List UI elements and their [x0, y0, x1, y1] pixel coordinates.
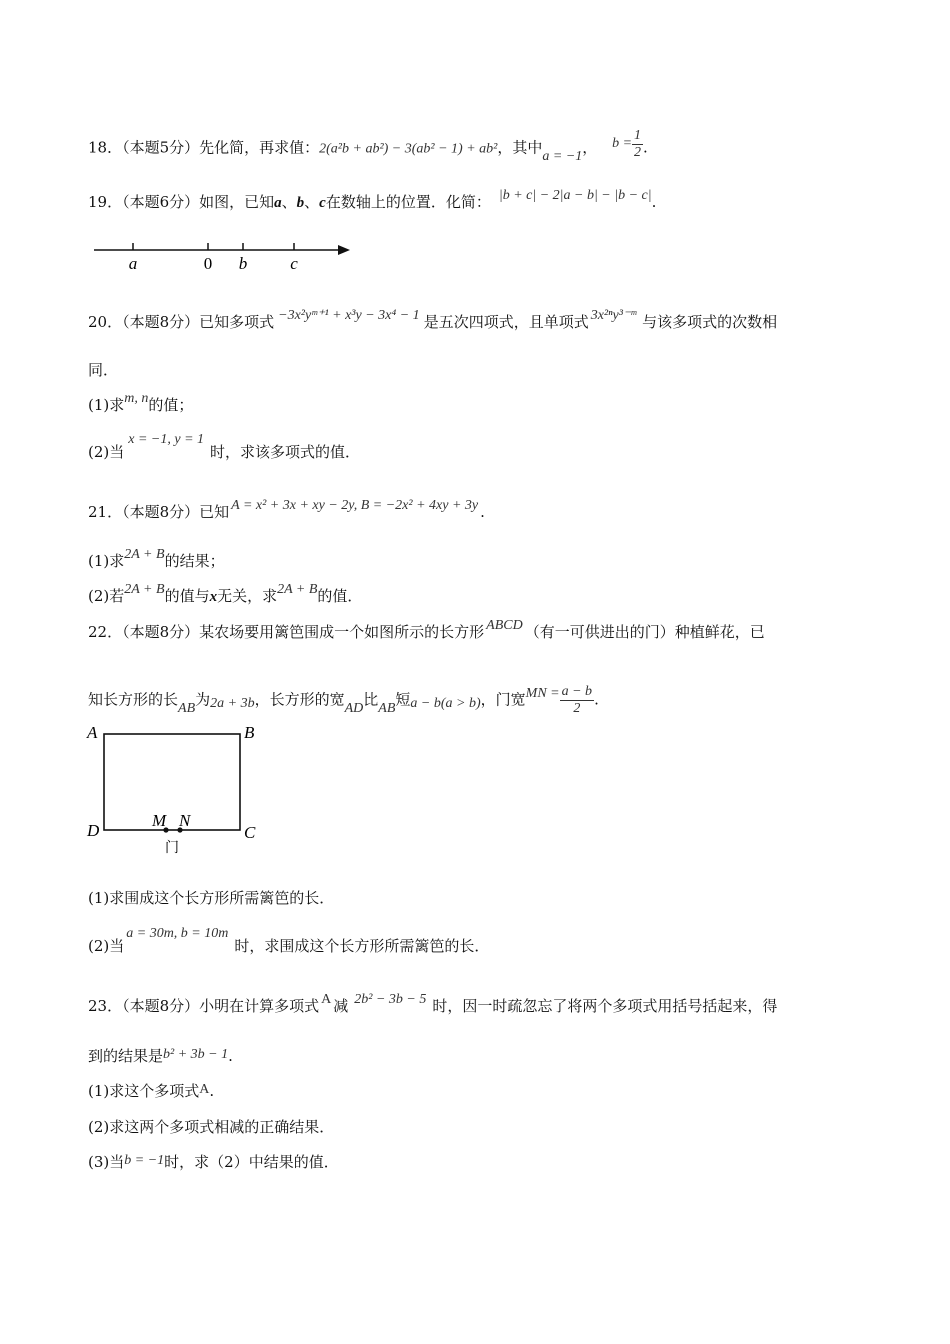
q18-b-fraction — [632, 128, 643, 161]
q21-p1-pre: (1)求 — [88, 552, 125, 570]
q22-l2-b: 为 — [195, 690, 211, 709]
q21-end: . — [480, 503, 485, 521]
q21-p1-expr: 2A + B — [124, 547, 165, 562]
q21-p2-x: x — [209, 589, 218, 605]
q23-tail: 时，因一时疏忽忘了将两个多项式用括号括起来，得 — [432, 997, 778, 1015]
q18-b-den: 2 — [634, 145, 642, 160]
question-23 — [88, 992, 778, 1018]
q21-definition: A = x² + 3x + xy − 2y, B = −2x² + 4xy + 3y — [231, 498, 479, 513]
q22-p2-post: 时，求围成这个长方形所需篱笆的长． — [234, 937, 490, 955]
q21-p2-mid1: 的值与 — [164, 587, 210, 605]
q18-b-num: 1 — [634, 128, 642, 143]
q22-length: 2a + 3b — [210, 695, 255, 711]
q22-prefix: 22．（本题8分）某农场要用篱笆围成一个如图所示的长方形 — [88, 623, 485, 641]
q22-l2-f: ，门宽 — [480, 690, 526, 709]
q21-prefix: 21．（本题8分）已知 — [88, 503, 230, 521]
q23-part2: (2)求这两个多项式相减的正确结果． — [88, 1118, 335, 1136]
label-0: 0 — [203, 254, 213, 273]
q20-p2-pre: (2)当 — [88, 443, 125, 461]
q20-p2-post: 时，求该多项式的值． — [210, 443, 361, 461]
q22-ab1: AB — [178, 700, 196, 716]
q23-result: b² + 3b − 1 — [163, 1047, 229, 1062]
q20-line2: 同． — [88, 361, 119, 379]
rectangle-abcd — [104, 734, 240, 830]
q23-p1-pre: (1)求这个多项式 — [88, 1082, 200, 1100]
rectangle-figure — [84, 722, 274, 862]
q21-part2 — [88, 582, 363, 608]
q19-expression: |b + c| − 2|a − b| − |b − c| — [498, 188, 652, 203]
label-M: M — [152, 811, 167, 830]
q18-prefix: 18．（本题5分）先化简，再求值： — [88, 138, 320, 157]
q18-end: . — [643, 138, 648, 157]
q18-expression: 2(a²b + ab²) − 3(ab² − 1) + ab² — [319, 141, 498, 157]
q22-p2-pre: (2)当 — [88, 937, 125, 955]
q22-l2-a: 知长方形的长 — [88, 690, 179, 709]
q23-p1-end: . — [209, 1082, 215, 1100]
q22-p2-cond: a = 30m, b = 10m — [126, 926, 229, 941]
q20-p1-vars: m, n — [124, 391, 149, 406]
q23-A: A — [321, 992, 332, 1007]
q22-mn-num: a − b — [561, 684, 593, 699]
q23-p3-cond: b = −1 — [124, 1153, 165, 1168]
q23-p3-post: 时，求（2）中结果的值． — [164, 1153, 339, 1171]
question-22 — [88, 618, 765, 644]
q22-l2-c: ，长方形的宽 — [254, 690, 345, 709]
question-21 — [88, 498, 485, 524]
q23-p1-A: A — [199, 1082, 210, 1097]
q19-sep1: 、 — [281, 193, 297, 211]
q22-part2 — [88, 926, 490, 958]
q23-prefix: 23．（本题8分）小明在计算多项式 — [88, 997, 320, 1015]
q19-var-b: b — [296, 195, 305, 211]
q20-part2 — [88, 432, 361, 464]
q22-tail: （有一可供进出的门）种植鲜花，已 — [524, 623, 765, 641]
q22-mn-den: 2 — [573, 701, 581, 716]
q18-mid: ，其中 — [497, 138, 543, 157]
q21-part1 — [88, 547, 225, 573]
number-line-arrow — [338, 245, 350, 255]
label-a: a — [128, 254, 138, 273]
q19-prefix: 19．（本题6分）如图，已知 — [88, 193, 275, 211]
q19-var-c: c — [319, 195, 326, 211]
q20-tail: 与该多项式的次数相 — [642, 313, 778, 331]
question-19 — [88, 188, 657, 214]
q20-monomial: 3x²ⁿy³⁻ᵐ — [590, 308, 637, 323]
label-door: 门 — [165, 840, 179, 856]
q20-p1-pre: (1)求 — [88, 396, 125, 414]
number-line — [88, 236, 368, 276]
q23-polynomial: 2b² − 3b − 5 — [354, 992, 427, 1007]
q19-end: . — [651, 193, 657, 211]
q22-ad: AD — [344, 700, 364, 716]
q21-p1-post: 的结果； — [164, 552, 225, 570]
q22-part1: (1)求围成这个长方形所需篱笆的长． — [88, 889, 335, 907]
question-18 — [88, 128, 648, 165]
q20-prefix: 20．（本题8分）已知多项式 — [88, 313, 275, 331]
q22-ab2: AB — [378, 700, 396, 716]
q18-b-eq: b = — [612, 135, 633, 151]
q22-end: . — [594, 690, 599, 709]
q18-comma: ， — [582, 138, 598, 157]
q22-mn-fraction — [560, 684, 594, 717]
q19-sep2: 、 — [304, 193, 320, 211]
q22-difference: a − b(a > b) — [410, 695, 481, 711]
q21-p2-mid2: 无关，求 — [217, 587, 278, 605]
q22-l2-e: 短 — [395, 690, 411, 709]
q20-part1 — [88, 391, 194, 417]
label-c: c — [290, 254, 298, 273]
label-N: N — [179, 811, 191, 830]
label-b: b — [238, 254, 248, 273]
q20-p1-post: 的值； — [148, 396, 194, 414]
q22-rect-name: ABCD — [486, 618, 523, 633]
label-C: C — [244, 823, 256, 842]
q23-mid: 减 — [333, 997, 349, 1015]
q22-mn: MN = — [525, 685, 560, 701]
question-20 — [88, 308, 778, 334]
q21-p2-expr2: 2A + B — [277, 582, 318, 597]
q19-var-a: a — [274, 195, 282, 211]
q23-p3-pre: (3)当 — [88, 1153, 125, 1171]
q20-p2-cond: x = −1, y = 1 — [128, 432, 205, 447]
q18-cond-a: a = −1 — [542, 148, 583, 164]
q19-mid: 在数轴上的位置．化简： — [325, 193, 491, 211]
label-B: B — [244, 723, 255, 742]
q23-l2: 到的结果是 — [88, 1047, 164, 1065]
q21-p2-post: 的值． — [317, 587, 363, 605]
label-A: A — [87, 723, 98, 742]
q23-l2-end: . — [228, 1047, 233, 1065]
q21-p2-expr: 2A + B — [124, 582, 165, 597]
label-D: D — [87, 821, 100, 840]
q20-mid: 是五次四项式，且单项式 — [423, 313, 589, 331]
q22-l2-d: 比 — [363, 690, 379, 709]
q22-line2 — [88, 684, 599, 717]
q23-part3 — [88, 1152, 339, 1174]
q21-p2-pre: (2)若 — [88, 587, 125, 605]
q23-part1 — [88, 1081, 214, 1103]
q23-line2 — [88, 1046, 233, 1068]
q20-polynomial: −3x²yᵐ⁺¹ + x³y − 3x⁴ − 1 — [278, 308, 420, 323]
